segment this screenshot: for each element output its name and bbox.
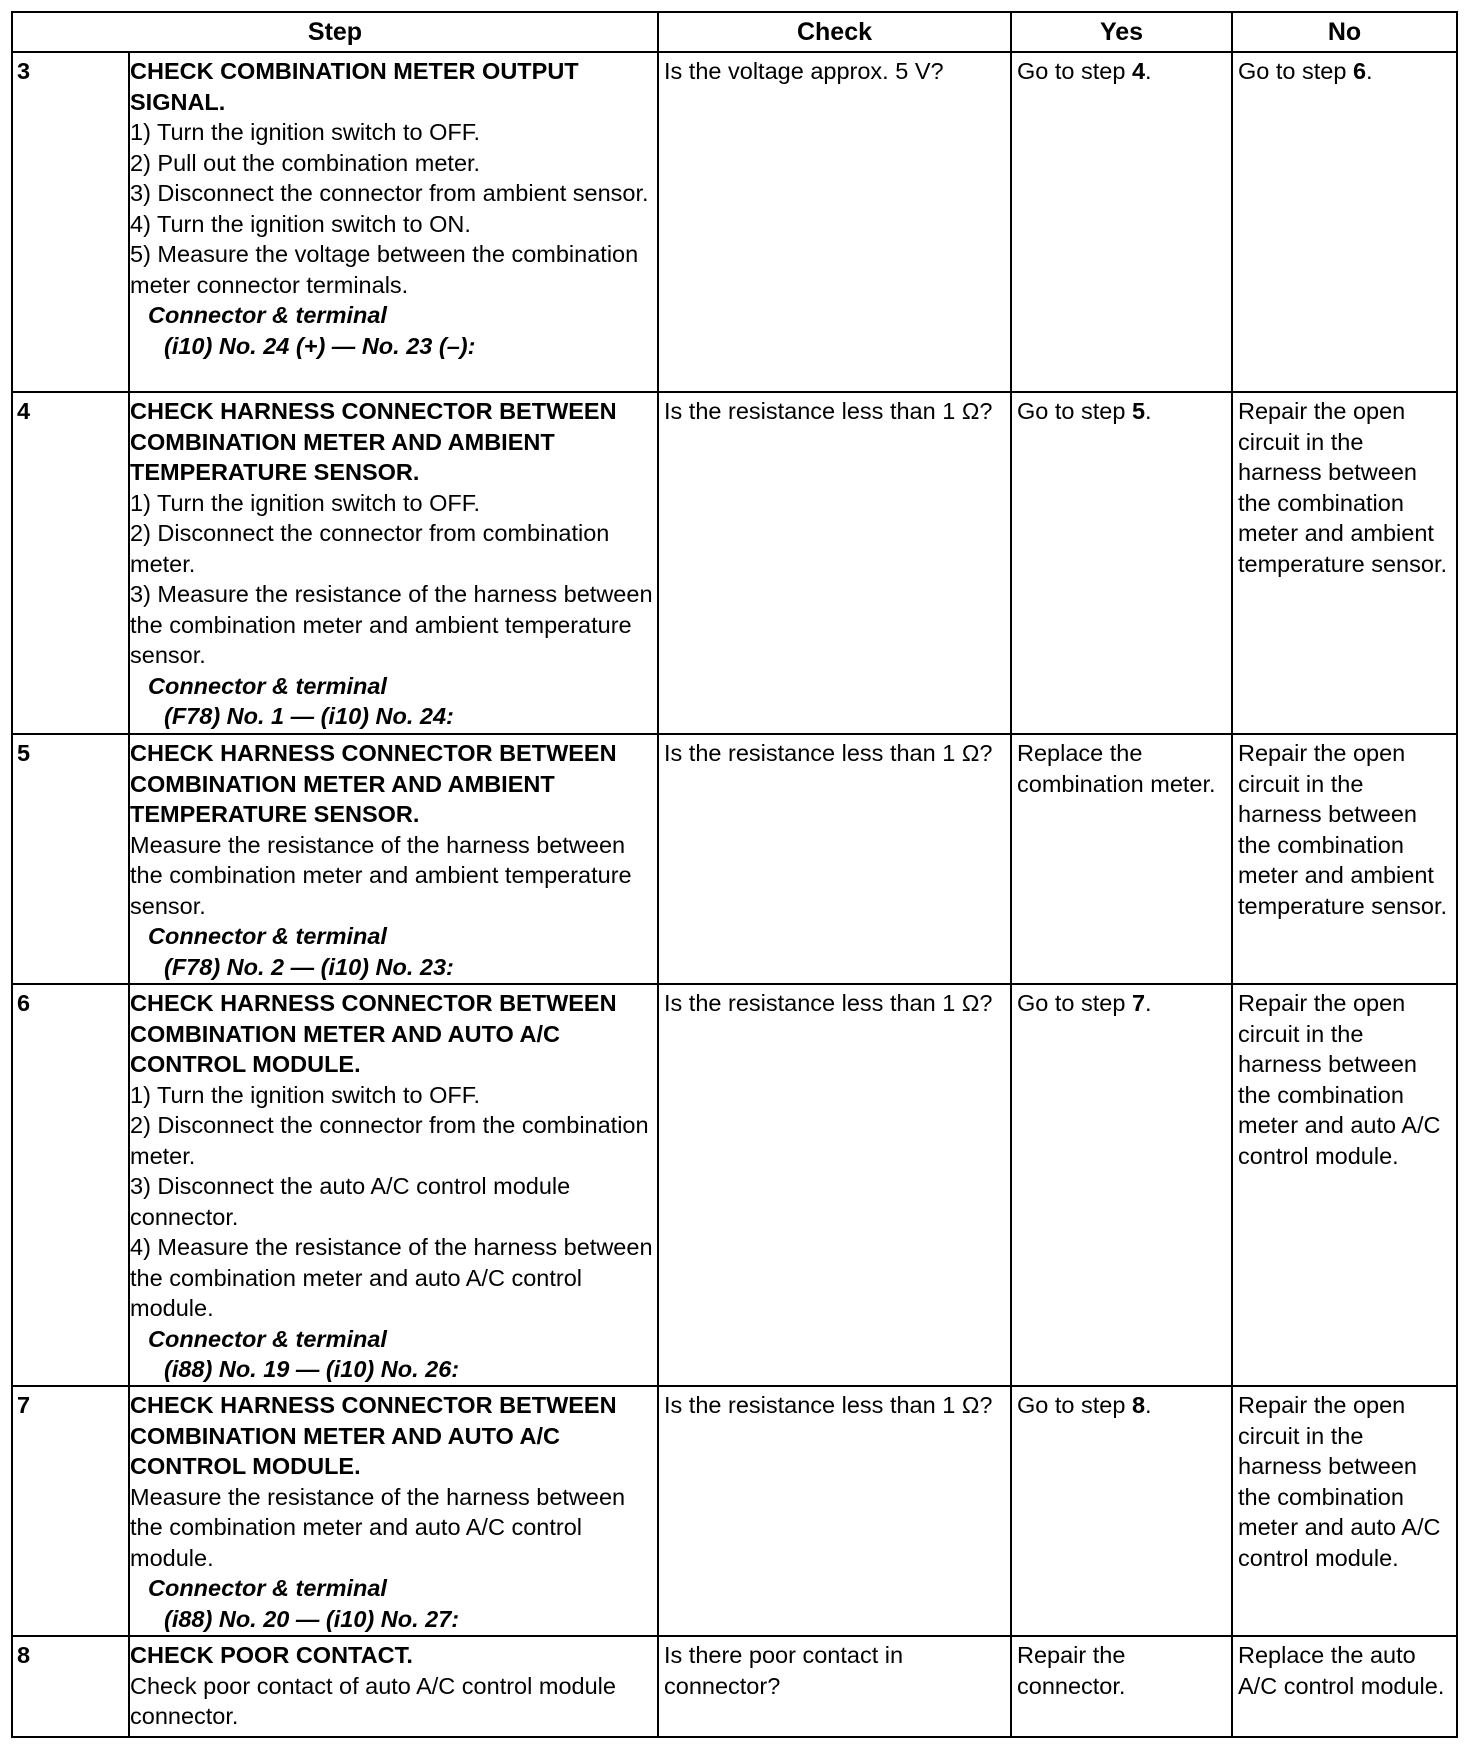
- step-instruction: 1) Turn the ignition switch to OFF.: [130, 489, 481, 516]
- step-title: CHECK COMBINATION METER OUTPUT SIGNAL.: [130, 58, 579, 115]
- yes-step-link: 5: [1131, 398, 1146, 424]
- step-instruction: 3) Measure the resistance of the harness between the combination meter and ambient temperature sensor.: [130, 581, 653, 668]
- check-cell: Is the resistance less than 1 Ω?: [658, 984, 1011, 1386]
- yes-prefix: Go to step: [1017, 58, 1132, 84]
- step-number: 8: [12, 1636, 129, 1737]
- step-description: [129, 1636, 658, 1737]
- connector-label: Connector & terminal: [148, 672, 387, 699]
- step-instruction: 2) Disconnect the connector from combination meter.: [130, 520, 610, 577]
- yes-prefix: Go to step: [1017, 990, 1132, 1016]
- step-instruction: 4) Turn the ignition switch to ON.: [130, 210, 471, 237]
- yes-cell: [1011, 392, 1232, 734]
- step-instruction: 4) Measure the resistance of the harness between the combination meter and auto A/C control module.: [130, 1234, 653, 1321]
- table-row: [12, 984, 1457, 1386]
- no-cell: Replace the auto A/C control module.: [1232, 1636, 1457, 1737]
- no-prefix: Go to step: [1238, 58, 1353, 84]
- header-yes: Yes: [1011, 12, 1232, 52]
- step-title: CHECK POOR CONTACT.: [130, 1642, 413, 1668]
- connector-value: (i88) No. 20 — (i10) No. 27:: [164, 1605, 460, 1632]
- yes-suffix: .: [1145, 1392, 1152, 1418]
- yes-cell: [1011, 52, 1232, 392]
- step-title: CHECK HARNESS CONNECTOR BETWEEN COMBINATION METER AND AUTO A/C CONTROL MODULE.: [130, 1392, 617, 1479]
- check-cell: Is the resistance less than 1 Ω?: [658, 1386, 1011, 1636]
- step-description: [129, 734, 658, 984]
- step-title: CHECK HARNESS CONNECTOR BETWEEN COMBINATION METER AND AUTO A/C CONTROL MODULE.: [130, 990, 617, 1077]
- step-number: 3: [12, 52, 129, 392]
- header-step: Step: [12, 12, 658, 52]
- step-title: CHECK HARNESS CONNECTOR BETWEEN COMBINATION METER AND AMBIENT TEMPERATURE SENSOR.: [130, 740, 617, 827]
- step-instruction: 2) Pull out the combination meter.: [130, 149, 481, 176]
- step-description: [129, 984, 658, 1386]
- step-instruction: Measure the resistance of the harness between the combination meter and ambient temperature sensor.: [130, 831, 632, 919]
- step-instruction: Measure the resistance of the harness between the combination meter and auto A/C control module.: [130, 1483, 626, 1571]
- no-cell: [1232, 52, 1457, 392]
- table-row: [12, 1636, 1457, 1737]
- step-number: 5: [12, 734, 129, 984]
- header-no: No: [1232, 12, 1457, 52]
- connector-label: Connector & terminal: [148, 923, 387, 949]
- check-cell: Is the resistance less than 1 Ω?: [658, 392, 1011, 734]
- step-instruction: Check poor contact of auto A/C control module connector.: [130, 1672, 616, 1729]
- yes-cell: Replace the combination meter.: [1011, 734, 1232, 984]
- yes-step-link: 4: [1131, 58, 1146, 84]
- yes-cell: [1011, 984, 1232, 1386]
- step-instruction: 3) Disconnect the connector from ambient sensor.: [130, 180, 649, 206]
- step-number: 6: [12, 984, 129, 1386]
- yes-prefix: Go to step: [1017, 1392, 1132, 1418]
- no-cell: Repair the open circuit in the harness between the combination meter and ambient temperature sensor.: [1232, 392, 1457, 734]
- yes-step-link: 7: [1131, 990, 1146, 1016]
- check-cell: Is the resistance less than 1 Ω?: [658, 734, 1011, 984]
- step-instruction: 2) Disconnect the connector from the combination meter.: [130, 1112, 649, 1169]
- check-cell: Is the voltage approx. 5 V?: [658, 52, 1011, 392]
- step-instruction: 1) Turn the ignition switch to OFF.: [130, 119, 481, 145]
- step-number: 7: [12, 1386, 129, 1636]
- connector-value: (F78) No. 2 — (i10) No. 23:: [164, 953, 454, 980]
- connector-label: Connector & terminal: [148, 1575, 387, 1601]
- connector-value: (i88) No. 19 — (i10) No. 26:: [164, 1356, 460, 1382]
- no-suffix: .: [1366, 58, 1373, 84]
- yes-step-link: 8: [1131, 1392, 1146, 1418]
- diagnostic-table: [11, 11, 1458, 1738]
- step-description: [129, 392, 658, 734]
- no-cell: Repair the open circuit in the harness between the combination meter and ambient temperature sensor.: [1232, 734, 1457, 984]
- no-step-link: 6: [1352, 58, 1367, 84]
- yes-prefix: Go to step: [1017, 398, 1132, 424]
- yes-suffix: .: [1145, 58, 1152, 84]
- connector-label: Connector & terminal: [148, 302, 387, 328]
- header-check: Check: [658, 12, 1011, 52]
- table-row: [12, 392, 1457, 734]
- no-cell: Repair the open circuit in the harness between the combination meter and auto A/C control module.: [1232, 1386, 1457, 1636]
- yes-suffix: .: [1145, 990, 1152, 1016]
- table-row: [12, 52, 1457, 392]
- table-row: [12, 1386, 1457, 1636]
- connector-label: Connector & terminal: [148, 1325, 387, 1352]
- step-instruction: 3) Disconnect the auto A/C control module connector.: [130, 1173, 571, 1230]
- table-row: [12, 734, 1457, 984]
- connector-value: (F78) No. 1 — (i10) No. 24:: [164, 703, 454, 729]
- yes-cell: Repair the connector.: [1011, 1636, 1232, 1737]
- check-cell: Is there poor contact in connector?: [658, 1636, 1011, 1737]
- step-instruction: 1) Turn the ignition switch to OFF.: [130, 1081, 481, 1108]
- yes-cell: [1011, 1386, 1232, 1636]
- header-row: [12, 12, 1457, 52]
- no-cell: Repair the open circuit in the harness between the combination meter and auto A/C control module.: [1232, 984, 1457, 1386]
- step-title: CHECK HARNESS CONNECTOR BETWEEN COMBINATION METER AND AMBIENT TEMPERATURE SENSOR.: [130, 398, 617, 485]
- step-instruction: 5) Measure the voltage between the combination meter connector terminals.: [130, 241, 639, 298]
- step-description: [129, 52, 658, 392]
- step-description: [129, 1386, 658, 1636]
- connector-value: (i10) No. 24 (+) — No. 23 (–):: [164, 332, 476, 359]
- step-number: 4: [12, 392, 129, 734]
- yes-suffix: .: [1145, 398, 1152, 424]
